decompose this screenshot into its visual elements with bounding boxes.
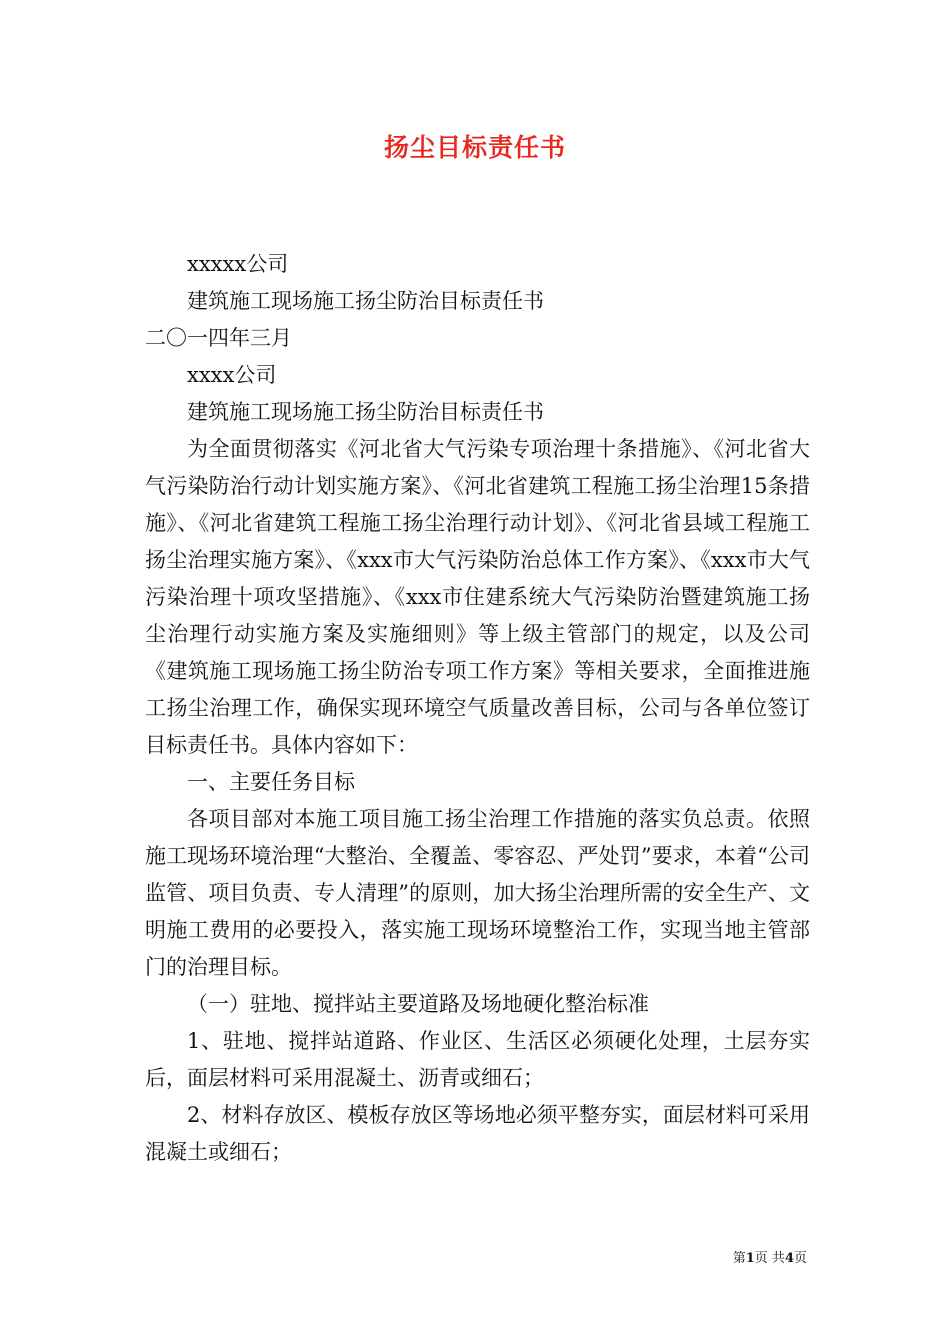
list-item-1: 1、驻地、搅拌站道路、作业区、生活区必须硬化处理，土层夯实后，面层材料可采用混凝土、沥青或细石； <box>145 1029 810 1090</box>
paragraph-date: 二〇一四年三月 <box>145 326 292 350</box>
footer-middle: 页 共 <box>754 1251 785 1266</box>
paragraph-intro: 为全面贯彻落实《河北省大气污染专项治理十条措施》、《河北省大气污染防治行动计划实施方案》、《河北省建筑工程施工扬尘治理15条措施》、《河北省建筑工程施工扬尘治理行动计划》、《河北省县域工程施工扬尘治理实施方案》、《xxx市大气污染防治总体工作方案》、《xxx市大气污染治理十项攻坚措施》、《xxx市住建系统大气污染防治暨建筑施工扬尘治理行动实施方案及实施细则》等上级主管部门的规定，以及公司《建筑施工现场施工扬尘防治专项工作方案》等相关要求，全面推进施工扬尘治理工作，确保实现环境空气质量改善目标，公司与各单位签订目标责任书。具体内容如下： <box>145 437 810 757</box>
footer-total-pages: 4 <box>784 1251 794 1266</box>
document-body <box>145 246 810 1171</box>
paragraph-task-goals: 各项目部对本施工项目施工扬尘治理工作措施的落实负总责。依照施工现场环境治理“大整治、全覆盖、零容忍、严处罚”要求，本着“公司监管、项目负责、专人清理”的原则，加大扬尘治理所需的安全生产、文明施工费用的必要投入，落实施工现场环境整治工作，实现当地主管部门的治理目标。 <box>145 807 810 979</box>
subsection-heading-1: （一）驻地、搅拌站主要道路及场地硬化整治标准 <box>187 992 649 1016</box>
document-title: 扬尘目标责任书 <box>383 133 566 162</box>
footer-suffix: 页 <box>793 1251 807 1266</box>
paragraph-subtitle-2: 建筑施工现场施工扬尘防治目标责任书 <box>187 400 544 424</box>
paragraph-company-1: xxxxx公司 <box>187 252 289 276</box>
footer-page-number: 1 <box>745 1251 755 1266</box>
list-item-2: 2、材料存放区、模板存放区等场地必须平整夯实，面层材料可采用混凝土或细石； <box>145 1103 810 1164</box>
paragraph-company-2: xxxx公司 <box>187 363 277 387</box>
page-footer <box>733 1247 807 1266</box>
footer-prefix: 第 <box>732 1251 746 1266</box>
section-heading-1: 一、主要任务目标 <box>187 770 355 794</box>
paragraph-subtitle-1: 建筑施工现场施工扬尘防治目标责任书 <box>187 289 544 313</box>
